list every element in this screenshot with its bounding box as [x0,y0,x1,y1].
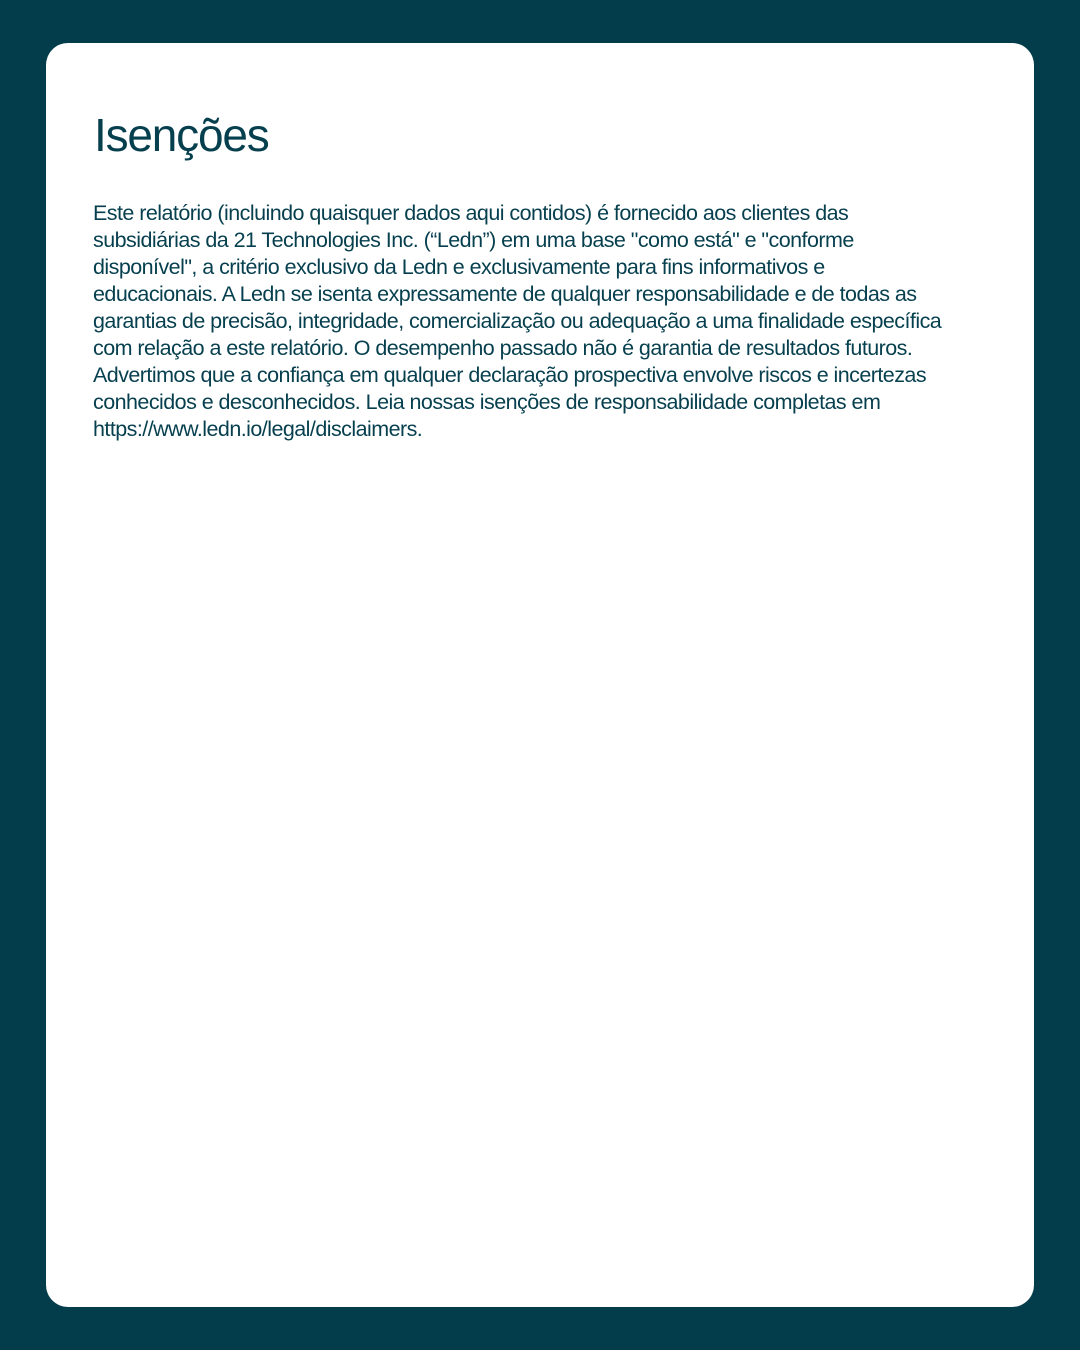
disclaimer-card [46,43,1034,1307]
disclaimer-paragraph: Este relatório (incluindo quaisquer dados aqui contidos) é fornecido aos clientes das subsidiárias da 21 Technologies Inc. (“Ledn”) em uma base "como está" e "conforme disponível", a critério exclusivo da Ledn e exclusivamente para fins informativos e educacionais. A Ledn se isenta expressamente de qualquer responsabilidade e de todas as garantias de precisão, integridade, comercialização ou adequação a uma finalidade específica com relação a este relatório. O desempenho passado não é garantia de resultados futuros. Advertimos que a confiança em qualquer declaração prospectiva envolve riscos e incertezas conhecidos e desconhecidos. Leia nossas isenções de responsabilidade completas em https://www.ledn.io/legal/disclaimers. [93,201,942,441]
page-title: Isenções [94,109,269,161]
